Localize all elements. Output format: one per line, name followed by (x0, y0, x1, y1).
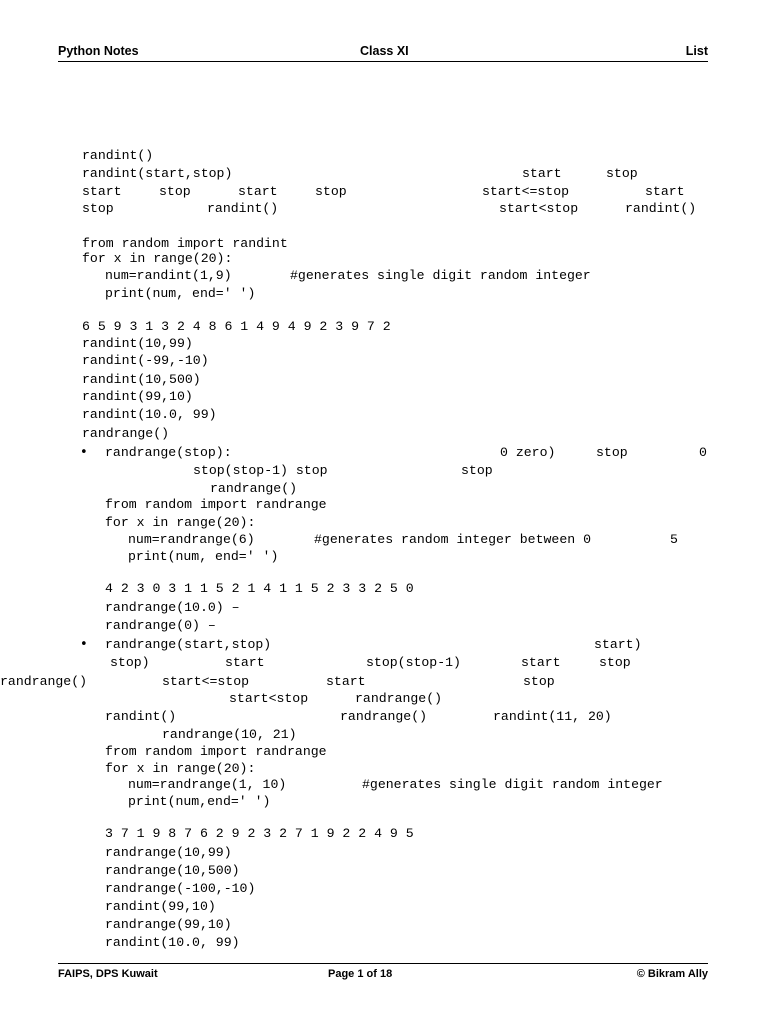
text-line-20-part-1: for x in range(20): (105, 515, 256, 530)
text-line-23-part-1: 4 2 3 0 3 1 1 5 2 1 4 1 1 5 2 3 3 2 5 0 (105, 581, 414, 596)
text-line-3-part-5: start<=stop (482, 184, 570, 199)
text-line-25-part-1: randrange(0) – (105, 618, 216, 633)
header-center: Class XI (360, 44, 409, 58)
text-line-5-part-1: from random import randint (82, 236, 288, 251)
text-line-21-part-2: #generates random integer between 0 (314, 532, 591, 547)
text-line-29-part-1: start<stop (229, 691, 309, 706)
header-left: Python Notes (58, 44, 139, 58)
text-line-13-part-1: randint(99,10) (82, 389, 193, 404)
text-line-37-part-1: randrange(10,99) (105, 845, 232, 860)
text-line-16-part-1: randrange(stop): (105, 445, 232, 460)
text-line-14-part-1: randint(10.0, 99) (82, 407, 217, 422)
text-line-1-part-1: randint() (82, 148, 154, 163)
text-line-4-part-1: stop (82, 201, 114, 216)
text-line-28-part-1: start<=stop (162, 674, 250, 689)
text-line-28-part-2: start (326, 674, 366, 689)
text-line-2-part-1: randint(start,stop) (82, 166, 233, 181)
text-line-17-part-1: stop(stop-1) stop (193, 463, 328, 478)
text-line-3-part-3: start (238, 184, 278, 199)
text-line-21-part-3: 5 (670, 532, 678, 547)
text-line-42-part-1: randint(10.0, 99) (105, 935, 240, 950)
text-line-33-part-1: for x in range(20): (105, 761, 256, 776)
text-line-39-part-1: randrange(-100,-10) (105, 881, 256, 896)
text-line-16-part-4: 0 (699, 445, 707, 460)
footer-right: © Bikram Ally (636, 968, 708, 980)
text-line-27-part-1: stop) (110, 655, 150, 670)
text-line-21-part-1: num=randrange(6) (128, 532, 255, 547)
text-line-7-part-2: #generates single digit random integer (290, 268, 591, 283)
header-right: List (685, 44, 708, 58)
text-line-27-part-4: start (521, 655, 561, 670)
text-line-41-part-1: randrange(99,10) (105, 917, 232, 932)
text-line-2-part-3: stop (606, 166, 638, 181)
text-line-27-part-5: stop (599, 655, 631, 670)
text-line-11-part-1: randint(-99,-10) (82, 353, 209, 368)
text-line-3-part-2: stop (159, 184, 191, 199)
text-line-31-part-1: randrange(10, 21) (162, 727, 297, 742)
text-line-36-part-1: 3 7 1 9 8 7 6 2 9 2 3 2 7 1 9 2 2 4 9 5 (105, 826, 414, 841)
text-line-24-part-1: randrange(10.0) – (105, 600, 240, 615)
text-line-4-part-4: randint() (625, 201, 697, 216)
text-line-4-part-3: start<stop (499, 201, 579, 216)
bullet-marker: • (80, 637, 88, 652)
text-line-3-part-1: start (82, 184, 122, 199)
text-line-27-part-2: start (225, 655, 265, 670)
text-line-17-part-2: stop (461, 463, 493, 478)
text-line-34-part-1: num=randrange(1, 10) (128, 777, 287, 792)
text-line-28-part-3: stop (523, 674, 555, 689)
text-line-30-part-3: randint(11, 20) (493, 709, 612, 724)
text-line-29-part-2: randrange() (355, 691, 443, 706)
text-line-16-part-2: 0 zero) (500, 445, 556, 460)
text-line-28-part-4: randrange() (0, 674, 88, 689)
page-header (58, 44, 708, 62)
footer-center: Page 1 of 18 (328, 968, 393, 980)
text-line-30-part-1: randint() (105, 709, 177, 724)
page-footer (58, 963, 708, 984)
text-line-10-part-1: randint(10,99) (82, 336, 193, 351)
text-line-2-part-2: start (522, 166, 562, 181)
text-line-18-part-1: randrange() (210, 481, 298, 496)
bullet-marker: • (80, 445, 88, 460)
text-line-8-part-1: print(num, end=' ') (105, 286, 256, 301)
text-line-4-part-2: randint() (207, 201, 279, 216)
text-line-22-part-1: print(num, end=' ') (128, 549, 279, 564)
text-line-35-part-1: print(num,end=' ') (128, 794, 271, 809)
footer-left: FAIPS, DPS Kuwait (58, 968, 158, 980)
text-line-7-part-1: num=randint(1,9) (105, 268, 232, 283)
text-line-3-part-6: start (645, 184, 685, 199)
text-line-26-part-2: start) (594, 637, 642, 652)
text-line-15-part-1: randrange() (82, 426, 170, 441)
text-line-6-part-1: for x in range(20): (82, 251, 233, 266)
text-line-12-part-1: randint(10,500) (82, 372, 201, 387)
text-line-9-part-1: 6 5 9 3 1 3 2 4 8 6 1 4 9 4 9 2 3 9 7 2 (82, 319, 391, 334)
text-line-40-part-1: randint(99,10) (105, 899, 216, 914)
text-line-3-part-4: stop (315, 184, 347, 199)
text-line-16-part-3: stop (596, 445, 628, 460)
text-line-19-part-1: from random import randrange (105, 497, 327, 512)
text-line-32-part-1: from random import randrange (105, 744, 327, 759)
text-line-30-part-2: randrange() (340, 709, 428, 724)
text-line-27-part-3: stop(stop-1) (366, 655, 461, 670)
text-line-34-part-2: #generates single digit random integer (362, 777, 663, 792)
text-line-26-part-1: randrange(start,stop) (105, 637, 272, 652)
text-line-38-part-1: randrange(10,500) (105, 863, 240, 878)
